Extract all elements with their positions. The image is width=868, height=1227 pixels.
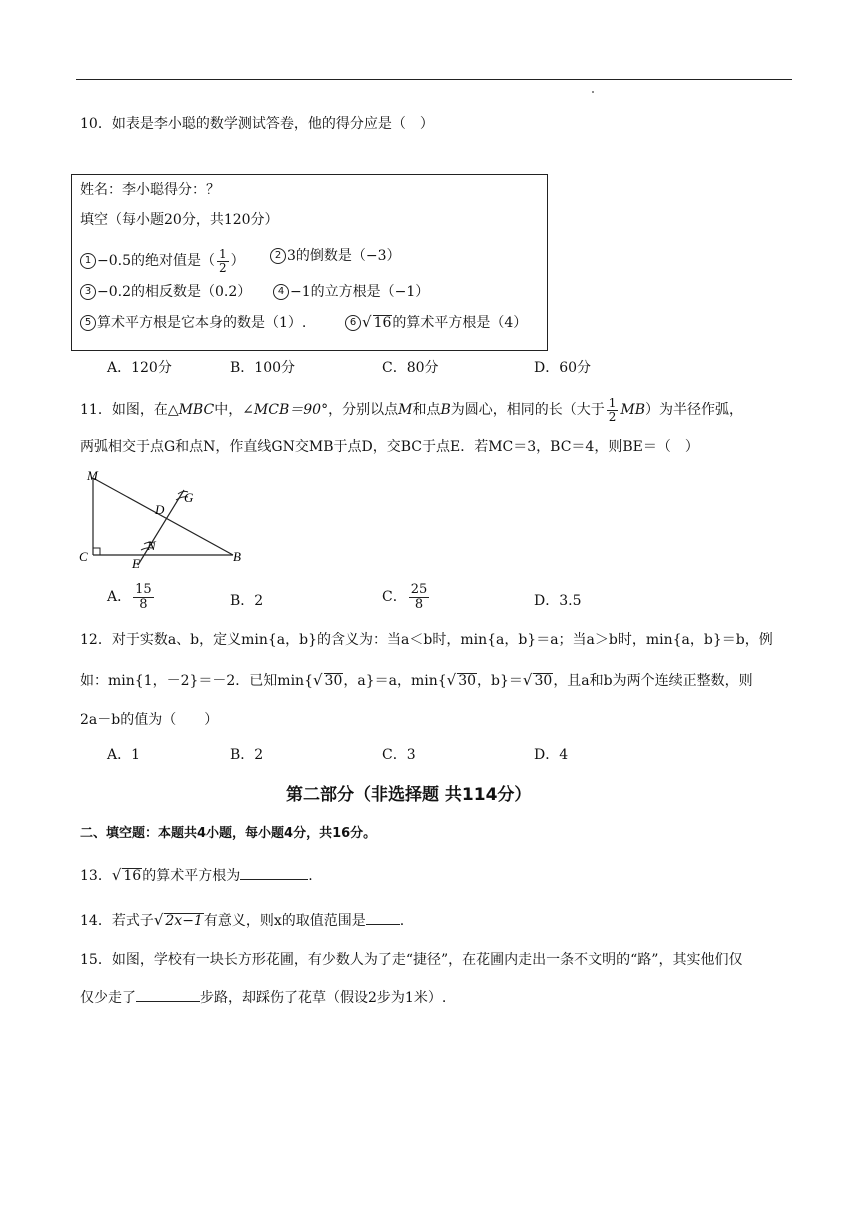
q10-choice-d: D．60分 bbox=[534, 360, 592, 376]
answer-blank[interactable] bbox=[136, 988, 200, 1002]
fraction-numerator: 15 bbox=[135, 582, 152, 597]
fraction bbox=[409, 583, 430, 611]
q12-text-a: 如：min{1，－2}＝－2．已知min{ bbox=[80, 673, 313, 689]
fraction-numerator: 25 bbox=[410, 582, 428, 597]
fraction-denominator: 2 bbox=[219, 260, 227, 275]
q14-text: 有意义，则x的取值范围是 bbox=[203, 913, 366, 929]
q11-triangle-figure bbox=[78, 468, 248, 572]
answer-sheet-section: 填空（每小题20分，共120分） bbox=[80, 212, 279, 228]
q11-text-a: 11．如图，在△ bbox=[80, 402, 179, 419]
q15-line2 bbox=[80, 988, 446, 1005]
q14 bbox=[80, 911, 404, 928]
q13-text: 的算术平方根为 bbox=[142, 868, 241, 884]
q15-text-b: 步路，却踩伤了花草（假设2步为1米）. bbox=[200, 990, 447, 1006]
answer-item-5 bbox=[80, 315, 306, 331]
answer-item-5-text: 算术平方根是它本身的数是（1）. bbox=[97, 315, 307, 331]
radicand: 16 bbox=[123, 868, 142, 884]
fraction-denominator: 8 bbox=[414, 596, 424, 612]
q12-text-d: ，且a和b为两个连续正整数，则 bbox=[553, 673, 753, 689]
sqrt-sign: √ bbox=[446, 671, 457, 689]
q11-text-k: ）为半径作弧， bbox=[645, 402, 743, 419]
fraction bbox=[133, 583, 154, 611]
q11-line1 bbox=[80, 397, 743, 423]
part2-title: 第二部分（非选择题 共114分） bbox=[286, 785, 532, 805]
q15-line1: 15．如图，学校有一块长方形花圃，有少数人为了走“捷径”，在花圃内走出一条不文明的“路”，其实他们仅 bbox=[80, 952, 743, 968]
sqrt-sign: √ bbox=[111, 866, 122, 884]
q13 bbox=[80, 866, 313, 883]
q12-choice-b: B．2 bbox=[230, 747, 264, 763]
answer-item-2 bbox=[270, 248, 401, 264]
answer-item-4 bbox=[273, 284, 429, 300]
choice-letter: C． bbox=[382, 589, 407, 606]
answer-item-3-text: −0.2的相反数是（0.2） bbox=[97, 284, 252, 300]
q12-choice-a: A．1 bbox=[107, 747, 141, 763]
sqrt-sign: √ bbox=[362, 313, 372, 331]
section2-heading: 二、填空题：本题共4小题，每小题4分，共16分。 bbox=[80, 826, 377, 841]
answer-sheet-name: 姓名：李小聪得分：？ bbox=[80, 182, 220, 198]
fraction bbox=[217, 248, 229, 274]
radicand: 30 bbox=[534, 673, 553, 689]
answer-item-1-close: ） bbox=[230, 253, 245, 270]
q12-choice-c: C．3 bbox=[382, 747, 416, 763]
q11-angle: ∠MCB＝90° bbox=[242, 402, 329, 419]
circled-number: 6 bbox=[345, 315, 361, 331]
answer-blank[interactable] bbox=[366, 911, 400, 925]
q11-line2: 两弧相交于点G和点N，作直线GN交MB于点D，交BC于点E．若MC＝3，BC＝4，则BE＝（ ） bbox=[80, 439, 699, 455]
q11-segment-mb: MB bbox=[620, 402, 645, 419]
header-rule bbox=[76, 79, 792, 80]
circled-number: 2 bbox=[270, 248, 286, 264]
q10-stem: 10．如表是李小聪的数学测试答卷，他的得分应是（ ） bbox=[80, 116, 434, 132]
q13-number: 13． bbox=[80, 868, 112, 884]
label-c: C bbox=[79, 549, 88, 564]
radicand: 2x−1 bbox=[165, 913, 203, 929]
fraction-denominator: 8 bbox=[139, 596, 148, 612]
circled-number: 1 bbox=[80, 253, 96, 269]
label-n: N bbox=[147, 538, 156, 553]
circled-number: 5 bbox=[80, 315, 96, 331]
answer-item-1-text: −0.5的绝对值是（ bbox=[97, 253, 215, 270]
q10-choice-c: C．80分 bbox=[382, 360, 439, 376]
fraction-numerator: 1 bbox=[219, 247, 227, 261]
sqrt-sign: √ bbox=[153, 911, 164, 929]
q11-text-e: ，分别以点 bbox=[328, 402, 399, 419]
q15-text-a: 仅少走了 bbox=[80, 990, 136, 1006]
q12-line2 bbox=[80, 673, 753, 688]
q10-choice-b: B．100分 bbox=[230, 360, 296, 376]
q12-choice-d: D．4 bbox=[534, 747, 569, 763]
answer-item-4-text: −1的立方根是（−1） bbox=[290, 284, 430, 300]
header-dot bbox=[592, 91, 594, 93]
q11-triangle: MBC bbox=[178, 402, 215, 419]
fraction-denominator: 2 bbox=[608, 409, 617, 424]
q11-text-c: 中， bbox=[214, 402, 243, 419]
answer-item-6 bbox=[345, 315, 527, 331]
sqrt-sign: √ bbox=[522, 671, 533, 689]
answer-item-2-text: 3的倒数是（−3） bbox=[287, 248, 401, 264]
answer-blank[interactable] bbox=[240, 866, 308, 880]
answer-item-1 bbox=[80, 248, 245, 274]
sqrt-sign: √ bbox=[312, 671, 323, 689]
q12-line3: 2a－b的值为（ ） bbox=[80, 712, 219, 728]
q12-text-c: ，b}＝ bbox=[477, 673, 523, 689]
q11-choice-a bbox=[107, 583, 156, 611]
q13-end: . bbox=[308, 868, 313, 884]
circled-number: 3 bbox=[80, 284, 96, 300]
label-g: G bbox=[184, 490, 194, 505]
q14-end: . bbox=[399, 913, 405, 929]
label-b: B bbox=[233, 549, 241, 564]
q11-text-i: 为圆心，相同的长（大于 bbox=[450, 402, 605, 419]
q12-line1: 12．对于实数a、b，定义min{a，b}的含义为：当a＜b时，min{a，b}＝a；当a＞b时，min{a，b}＝b，例 bbox=[80, 632, 773, 648]
fraction-numerator: 1 bbox=[608, 396, 617, 410]
label-e: E bbox=[132, 556, 140, 571]
answer-item-6-text: 的算术平方根是（4） bbox=[392, 315, 528, 331]
q14-text-a: 14．若式子 bbox=[80, 913, 154, 929]
radicand: 30 bbox=[324, 673, 343, 689]
q11-choice-d: D．3.5 bbox=[534, 593, 582, 609]
q11-point-m: M bbox=[398, 402, 413, 419]
label-m: M bbox=[87, 468, 98, 483]
choice-letter: A． bbox=[107, 589, 132, 606]
radicand: 30 bbox=[458, 673, 477, 689]
label-d: D bbox=[155, 502, 165, 517]
q10-choice-a: A．120分 bbox=[107, 360, 172, 376]
q12-text-b: ，a}＝a，min{ bbox=[343, 673, 447, 689]
q11-text-g: 和点 bbox=[412, 402, 441, 419]
radicand: 16 bbox=[373, 315, 392, 331]
answer-item-3 bbox=[80, 284, 251, 300]
right-angle-mark bbox=[93, 548, 100, 555]
fraction bbox=[607, 397, 619, 423]
q11-choice-b: B．2 bbox=[230, 593, 264, 609]
q11-choice-c bbox=[382, 583, 431, 611]
q11-point-b: B bbox=[440, 402, 451, 419]
circled-number: 4 bbox=[273, 284, 289, 300]
